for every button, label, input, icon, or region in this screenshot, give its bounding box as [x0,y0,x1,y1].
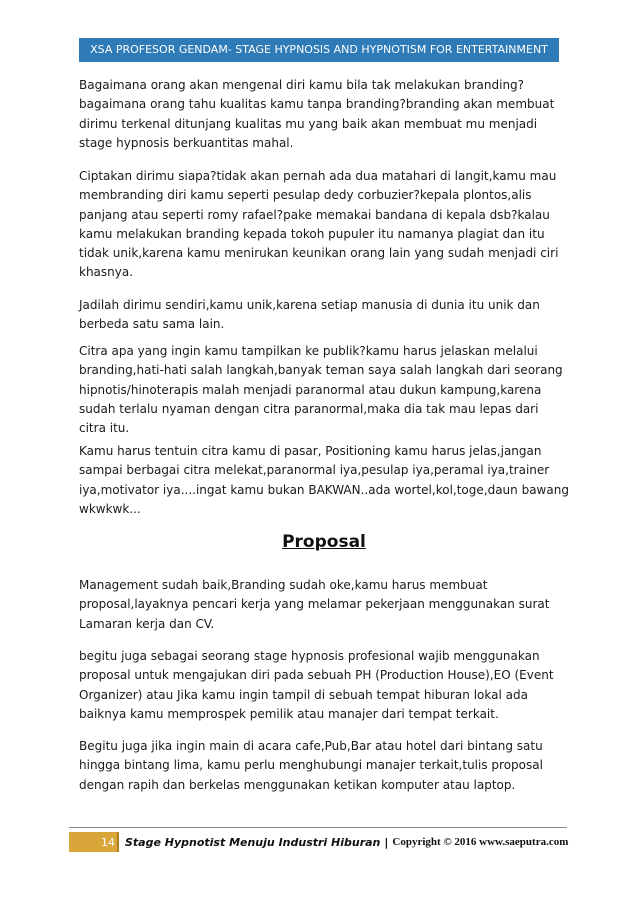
paragraph-proposal-requirement: begitu juga sebagai seorang stage hypnosis profesional wajib menggunakan proposal untuk mengajukan diri pada sebuah PH (Production House),EO (Event Organizer) atau Jika kamu ingin tampil di sebuah tempat hiburan lokal ada baiknya kamu memprospek pemilik atau manajer dari tempat terkait. [79,649,554,721]
page-number-badge [69,832,119,852]
footer-copyright: Copyright © 2016 www.saeputra.com [392,836,569,848]
paragraph-venues: Begitu juga jika ingin main di acara cafe,Pub,Bar atau hotel dari bintang satu hingga bintang lima, kamu perlu menghubungi manajer terkait,tulis proposal dengan rapih dan berkelas menggunakan ketikan komputer atau laptop. [79,739,543,792]
running-header: XSA PROFESOR GENDAM- STAGE HYPNOSIS AND HYPNOTISM FOR ENTERTAINMENT [79,38,559,62]
page-footer [69,832,568,852]
paragraph-branding: Bagaimana orang akan mengenal diri kamu bila tak melakukan branding?bagaimana orang tahu kualitas kamu tanpa branding?branding akan membuat dirimu terkenal ditunjang kualitas mu yang baik akan membuat mu menjadi stage hypnosis berkuantitas mahal. [79,78,555,150]
footer-book-title: Stage Hypnotist Menuju Industri Hiburan [125,835,381,849]
footer-separator: | [384,835,389,849]
paragraph-create-yourself: Ciptakan dirimu siapa?tidak akan pernah ada dua matahari di langit,kamu mau membranding diri kamu seperti pesulap dedy corbuzier?kepala plontos,alis panjang atau seperti romy rafael?pake memakai bandana di kepala dsb?kalau kamu melakukan branding kepada tokoh pupuler itu namanya plagiat dan itu tidak unik,karena kamu menirukan keunikan orang lain yang sudah menjadi ciri khasnya. [79,169,559,280]
paragraph-be-yourself: Jadilah dirimu sendiri,kamu unik,karena setiap manusia di dunia itu unik dan berbeda satu sama lain. [79,298,540,332]
paragraph-management: Management sudah baik,Branding sudah oke,kamu harus membuat proposal,layaknya pencari kerja yang melamar pekerjaan menggunakan surat Lamaran kerja dan CV. [79,578,550,631]
footer-divider [69,827,567,828]
paragraph-image: Citra apa yang ingin kamu tampilkan ke publik?kamu harus jelaskan melalui branding,hati-hati salah langkah,banyak teman saya salah langkah dari seorang hipnotis/hinoterapis malah menjadi paranormal atau dukun kampung,karena sudah terlalu nyaman dengan citra paranormal,maka dia tak mau lepas dari citra itu. [79,344,563,436]
page-number: 14 [101,835,115,849]
section-heading-proposal: Proposal [282,532,366,552]
paragraph-positioning: Kamu harus tentuin citra kamu di pasar, Positioning kamu harus jelas,jangan sampai berbagai citra melekat,paranormal iya,pesulap iya,peramal iya,trainer iya,motivator iya....ingat kamu bukan BAKWAN..ada wortel,kol,toge,daun bawang wkwkwk... [79,444,569,516]
